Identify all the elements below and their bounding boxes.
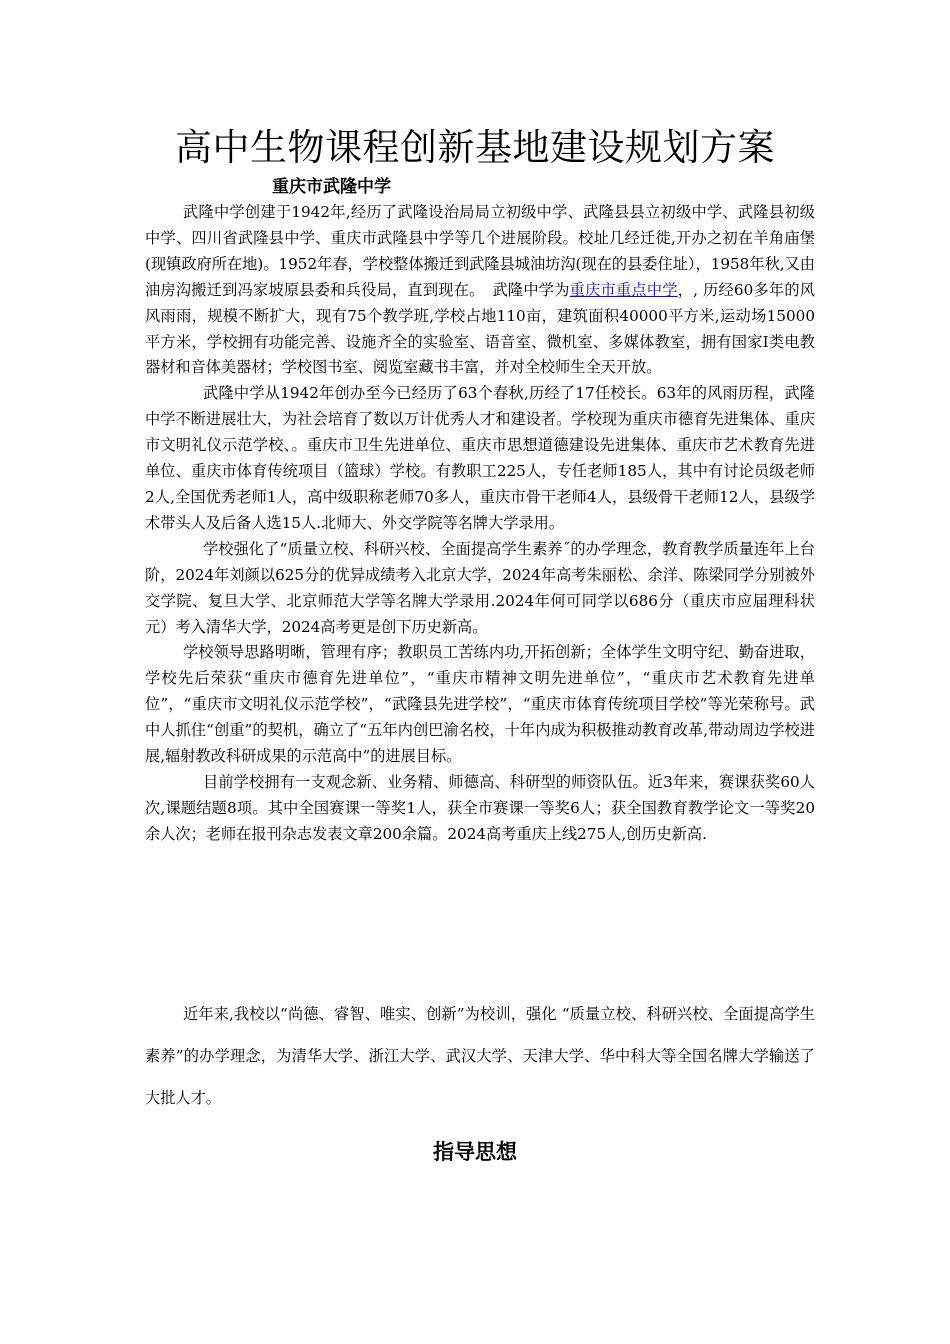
section-heading-guiding-ideology: 指导思想 (433, 1140, 517, 1164)
key-school-link[interactable]: 重庆市重点中学 (569, 280, 678, 299)
paragraph-leadership: 学校领导思路明晰，管理有序；教职员工苦练内功,开拓创新；全体学生文明守纪、勤奋进取，学校先后荣获“重庆市德育先进单位”，“重庆市精神文明先进单位”，“重庆市艺术教育先进单位”，“重庆市文明礼仪示范学校”，“武隆县先进学校”，“重庆市体育传统项目学校”等光荣称号。武中人抓住“创重”的契机，确立了“五年内创巴渝名校，十年内成为积极推动教育改革,带动周边学校进展,辐射教改科研成果的示范高中”的进展目标。 (145, 643, 815, 766)
paragraph-history-text: 武隆中学创建于1942年,经历了武隆设治局局立初级中学、武隆县县立初级中学、武隆县初级中学、四川省武隆县中学、重庆市武隆县中学等几个进展阶段。校址几经迁徙,开办之初在羊角庙堡(现镇政府所在地)。1952年春，学校整体搬迁到武隆县城油坊沟(现在的县委住址），1958年秋,又由油房沟搬迁到冯家坡原县委和兵役局，直到现在。 武隆中学为 (145, 203, 815, 299)
paragraph-history (145, 200, 815, 381)
paragraph-philosophy: 学校强化了“质量立校、科研兴校、全面提高学生素养˝的办学理念，教育教学质量连年上台阶，2024年刘颜以625分的优异成绩考入北京大学，2024年高考朱丽松、余洋、陈梁同学分别被外交学院、复旦大学、北京师范大学等名牌大学录用.2024年何可同学以686分（重庆市应届理科状元）考入清华大学，2024高考更是创下历史新高。 (145, 539, 815, 636)
paragraph-motto: 近年来,我校以“尚德、睿智、唯实、创新”为校训，强化 “质量立校、科研兴校、全面提高学生素养”的办学理念，为清华大学、浙江大学、武汉大学、天津大学、华中科大等全国名牌大学输送了大批人才。 (145, 1005, 815, 1107)
document-body (145, 200, 815, 848)
paragraph-history-text-cont: ，, 历经60多年的风风雨雨，规模不断扩大，现有75个教学班,学校占地110亩，建筑面积40000平方米,运动场15000平方米，学校拥有功能完善、设施齐全的实验室、语音室、微机室、多媒体教室，拥有国家I类电教器材和音体美器材；学校图书室、阅览室藏书丰富，并对全校师生全天开放。 (145, 280, 815, 377)
document-title: 高中生物课程创新基地建设规划方案 (175, 126, 775, 169)
paragraph-faculty: 目前学校拥有一支观念新、业务精、师德高、科研型的师资队伍。近3年来，赛课获奖60人次,课题结题8项。其中全国赛课一等奖1人，获全市赛课一等奖6人；获全国教育教学论文一等奖20余人次；老师在报刊杂志发表文章200余篇。2024高考重庆上线275人,创历史新高. (145, 772, 815, 843)
paragraph-development: 武隆中学从1942年创办至今已经历了63个春秋,历经了17任校长。63年的风雨历程，武隆中学不断进展壮大，为社会培育了数以万计优秀人才和建设者。学校现为重庆市德育先进集体、重庆市文明礼仪示范学校、。重庆市卫生先进单位、重庆市思想道德建设先进集体、重庆市艺术教育先进单位、重庆市体育传统项目（篮球）学校。有教职工225人，专任老师185人，其中有讨论员级老师2人,全国优秀老师1人，高中级职称老师70多人，重庆市骨干老师4人，县级骨干老师12人，县级学术带头人及后备人选15人.北师大、外交学院等名牌大学录用。 (145, 384, 815, 532)
document-subtitle: 重庆市武隆中学 (272, 177, 391, 197)
